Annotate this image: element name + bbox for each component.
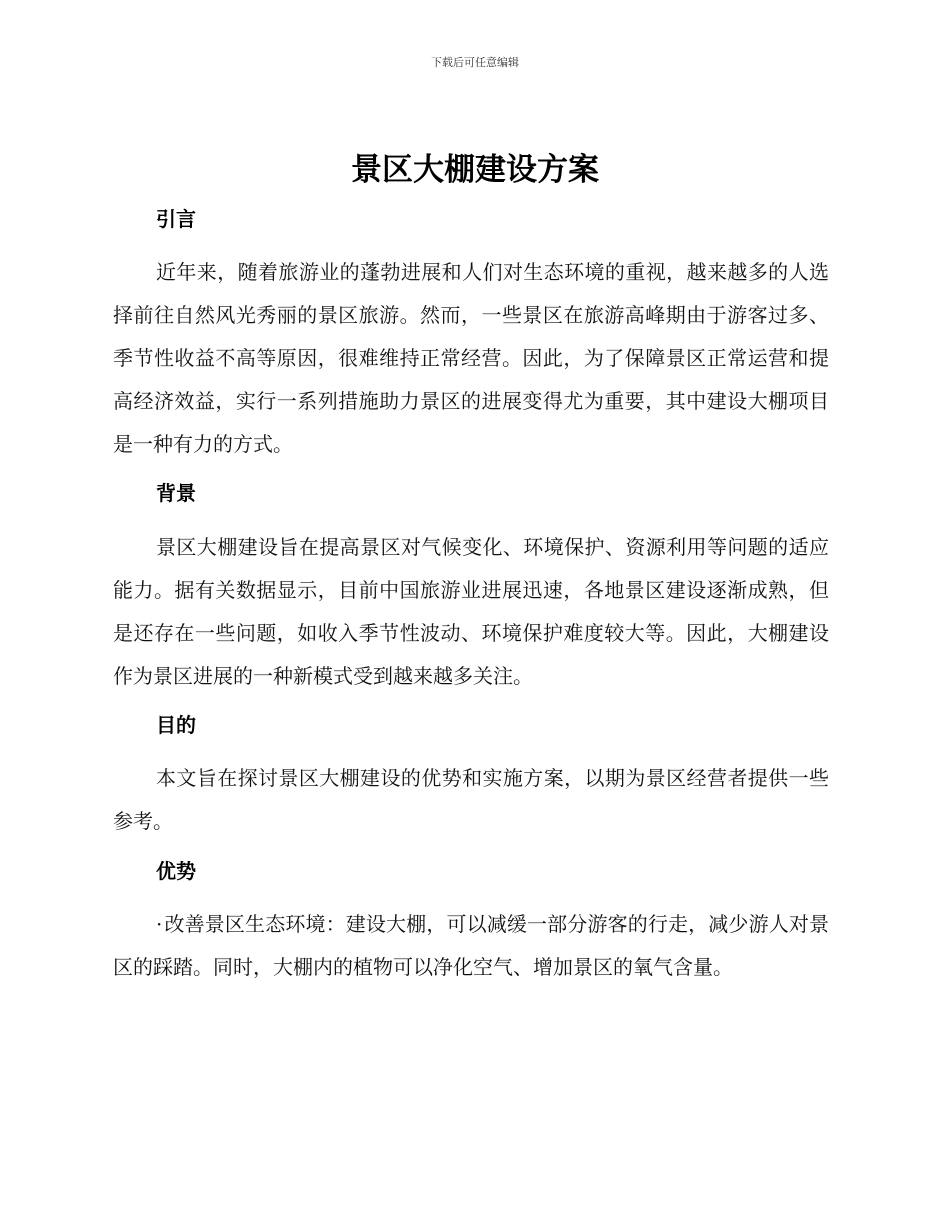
bullet-text: 改善景区生态环境：建设大棚，可以减缓一部分游客的行走，减少游人对景区的踩踏。同时，大棚内的植物可以净化空气、增加景区的氧气含量。 [113,912,829,979]
bullet-paragraph [113,903,829,989]
section-heading: 目的 [156,713,196,737]
section-purpose [113,709,829,843]
document-body [113,203,829,989]
section-heading: 背景 [156,481,196,505]
document-title: 景区大棚建设方案 [351,152,599,188]
section-background [113,477,829,698]
paragraph: 景区大棚建设旨在提高景区对气候变化、环境保护、资源利用等问题的适应能力。据有关数据显示，目前中国旅游业进展迅速，各地景区建设逐渐成熟，但是还存在一些问题，如收入季节性波动、环境保护难度较大等。因此，大棚建设作为景区进展的一种新模式受到越来越多关注。 [113,535,829,688]
section-heading: 优势 [156,859,196,883]
section-introduction [113,203,829,466]
paragraph: 本文旨在探讨景区大棚建设的优势和实施方案，以期为景区经营者提供一些参考。 [113,766,829,833]
section-advantages [113,855,829,989]
page-header-note: 下载后可任意编辑 [431,56,519,69]
section-heading: 引言 [156,207,196,231]
paragraph: 近年来，随着旅游业的蓬勃进展和人们对生态环境的重视，越来越多的人选择前往自然风光秀丽的景区旅游。然而，一些景区在旅游高峰期由于游客过多、季节性收益不高等原因，很难维持正常经营。因此，为了保障景区正常运营和提高经济效益，实行一系列措施助力景区的进展变得尤为重要，其中建设大棚项目是一种有力的方式。 [113,260,829,456]
bullet-marker: · [156,912,163,936]
